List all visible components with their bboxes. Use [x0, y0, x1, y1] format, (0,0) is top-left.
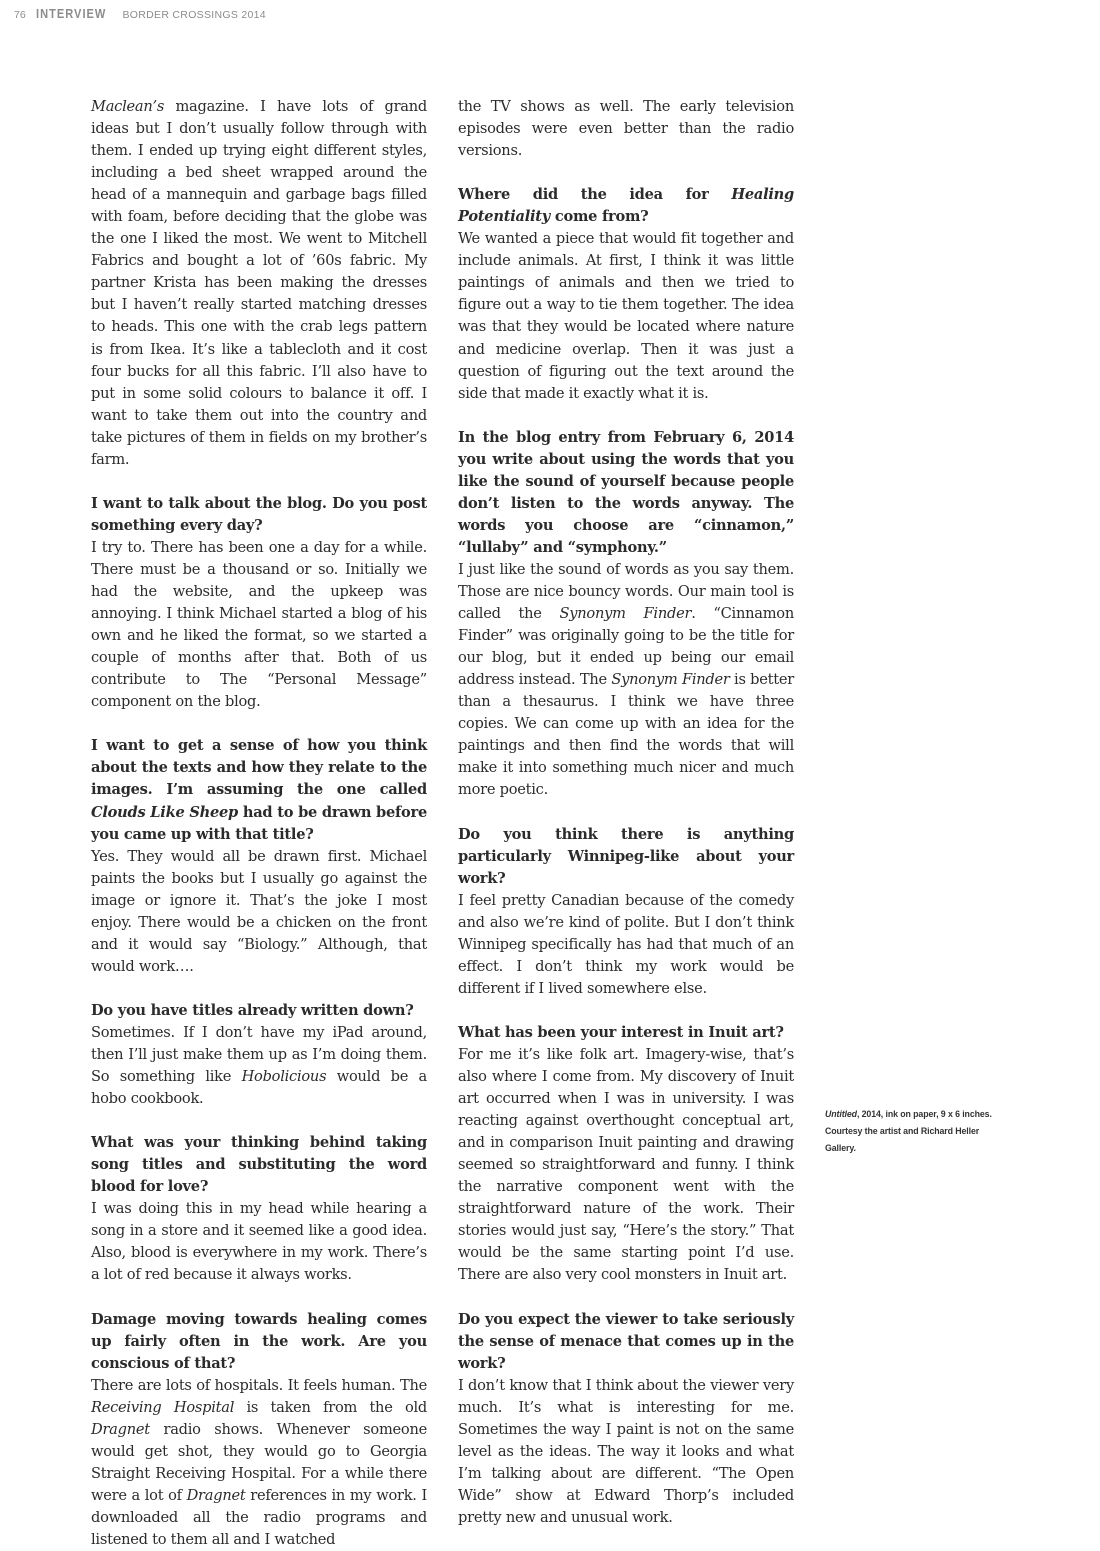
interview-answer — [458, 1375, 794, 1529]
text-run: In the blog entry from February 6, 2014 you write about using the words that you like the sound of yourself because people don’t listen to the words anyway. The words you choose are “cinnamon,” “lullaby” and “symphony.” — [458, 428, 794, 556]
left-column — [91, 96, 427, 1551]
text-run: references in my work. I downloaded all the radio programs and listened to them all and I watched — [91, 1486, 427, 1549]
text-run: . “Cinnamon Finder” was originally going to be the title for our blog, but it ended up being our email address instead. The — [458, 605, 794, 689]
text-run: is better than a thesaurus. I think we have three copies. We can come up with an idea for the paintings and then find the words that will make it into something much nicer and much more poetic. — [458, 671, 794, 799]
italic-title: Healing Potentiality — [458, 186, 794, 226]
italic-title: Maclean’s — [91, 98, 165, 115]
text-run: Do you think there is anything particularly Winnipeg-like about your work? — [458, 825, 794, 887]
italic-title: Dragnet — [186, 1486, 246, 1504]
interview-answer — [91, 1198, 427, 1286]
text-run: magazine. I have lots of grand ideas but I don’t usually follow through with them. I ended up trying eight different styles, including a bed sheet wrapped around the head of a mannequin and garbage bags filled with foam, before deciding that the globe was the one I liked the most. We went to Mitchell Fabrics and bought a lot of ’60s fabric. My partner Krista has been making the dresses but I haven’t really started matching dresses to heads. This one with the crab legs pattern is from Ikea. It’s like a tablecloth and it cost four bucks for all this fabric. I’ll also have to put in some solid colours to balance it off. I want to take them out into the country and take pictures of them in fields on my brother’s farm. — [91, 98, 427, 468]
text-run: I don’t know that I think about the viewer very much. It’s what is interesting for me. Sometimes the way I paint is not on the same level as the ideas. The way it looks and what I’m talking about are different. “The Open Wide” show at Edward Thorp’s included pretty new and unusual work. — [458, 1376, 794, 1526]
section-label: INTERVIEW — [35, 6, 107, 21]
interview-question — [91, 493, 427, 537]
italic-title: Dragnet — [91, 1420, 150, 1438]
text-run: I feel pretty Canadian because of the comedy and also we’re kind of polite. But I don’t think Winnipeg specifically has had that much of an effect. I don’t think my work would be different if I lived somewhere else. — [458, 891, 794, 997]
text-run: What was your thinking behind taking song titles and substituting the word blood for love? — [91, 1134, 427, 1196]
italic-title: Hobolicious — [241, 1068, 327, 1086]
text-run: Do you have titles already written down? — [91, 1001, 414, 1019]
text-run: is taken from the old — [234, 1398, 428, 1416]
caption-title: Untitled — [825, 1109, 857, 1119]
page-number: 76 — [14, 9, 26, 21]
interview-answer — [91, 1022, 427, 1110]
interview-answer — [458, 890, 794, 1000]
interview-answer — [458, 1044, 794, 1287]
italic-title: Receiving Hospital — [91, 1398, 235, 1416]
running-header — [14, 6, 266, 24]
text-run: radio shows. Whenever someone would get shot, they would go to Georgia Straight Receiving Hospital. For a while there were a lot of — [91, 1420, 427, 1504]
text-run: There are lots of hospitals. It feels human. The — [91, 1376, 427, 1394]
interview-question — [91, 735, 427, 845]
magazine-title: BORDER CROSSINGS 2014 — [122, 9, 266, 21]
text-run: I just like the sound of words as you say them. Those are nice bouncy words. Our main tool is called the — [458, 560, 794, 623]
interview-answer — [458, 559, 794, 802]
interview-question — [458, 1309, 794, 1375]
text-run: had to be drawn before you came up with that title? — [91, 803, 428, 843]
text-run: We wanted a piece that would fit together and include animals. At first, I think it was little paintings of animals and then we tried to figure out a way to tie them together. The idea was that they would be located where nature and medicine overlap. Then it was just a question of figuring out the text around the side that made it exactly what it is. — [458, 230, 794, 402]
text-run: I try to. There has been one a day for a while. There must be a thousand or so. Initially we had the website, and the upkeep was annoying. I think Michael started a blog of his own and he liked the format, so we started a couple of months after that. Both of us contribute to The “Personal Message” component on the blog. — [91, 538, 427, 711]
text-run: would be a hobo cookbook. — [91, 1068, 427, 1108]
text-run: Where did the idea for — [458, 186, 732, 204]
interview-question — [91, 1309, 427, 1375]
interview-question — [91, 1000, 427, 1022]
text-run: the TV shows as well. The early television episodes were even better than the radio versions. — [458, 98, 794, 160]
italic-title: Synonym Finder — [611, 671, 730, 689]
image-caption — [825, 1106, 995, 1157]
interview-question — [91, 1132, 427, 1198]
interview-question — [458, 184, 794, 228]
italic-title: Clouds Like Sheep — [91, 803, 239, 821]
interview-answer — [91, 537, 427, 713]
text-run: come from? — [550, 208, 649, 226]
text-run: I want to get a sense of how you think about the texts and how they relate to the images. I’m assuming the one called — [91, 737, 427, 799]
interview-question — [458, 1022, 794, 1044]
caption-text: , 2014, ink on paper, 9 x 6 inches. Courtesy the artist and Richard Heller Gallery. — [825, 1109, 992, 1153]
interview-answer — [91, 846, 427, 978]
text-run: Yes. They would all be drawn first. Michael paints the books but I usually go against the image or ignore it. That’s the joke I most enjoy. There would be a chicken on the front and it would say “Biology.” Although, that would work…. — [91, 847, 427, 975]
text-run: I want to talk about the blog. Do you post something every day? — [91, 494, 427, 534]
italic-title: Synonym Finder — [559, 605, 692, 623]
text-run: I was doing this in my head while hearing a song in a store and it seemed like a good idea. Also, blood is everywhere in my work. There’s a lot of red because it always works. — [91, 1200, 427, 1284]
text-run: For me it’s like folk art. Imagery-wise, that’s also where I come from. My discovery of Inuit art occurred when I was in university. I was reacting against overthought conceptual art, and in comparison Inuit painting and drawing seemed so straightforward and funny. I think the narrative component went with the straightforward nature of the work. Their stories would just say, “Here’s the story.” That would be the same starting point I’d use. There are also very cool monsters in Inuit art. — [458, 1046, 794, 1284]
interview-answer — [91, 1375, 427, 1551]
interview-answer — [458, 228, 794, 404]
text-run: Do you expect the viewer to take seriously the sense of menace that comes up in the work? — [458, 1310, 794, 1372]
text-run: Sometimes. If I don’t have my iPad around, then I’ll just make them up as I’m doing them. So something like — [91, 1023, 427, 1086]
interview-answer — [91, 96, 427, 471]
interview-question — [458, 427, 794, 559]
text-run: What has been your interest in Inuit art? — [458, 1023, 784, 1041]
right-column — [458, 96, 794, 1529]
interview-question — [458, 824, 794, 890]
text-run: Damage moving towards healing comes up fairly often in the work. Are you conscious of that? — [91, 1310, 427, 1372]
interview-answer — [458, 96, 794, 162]
